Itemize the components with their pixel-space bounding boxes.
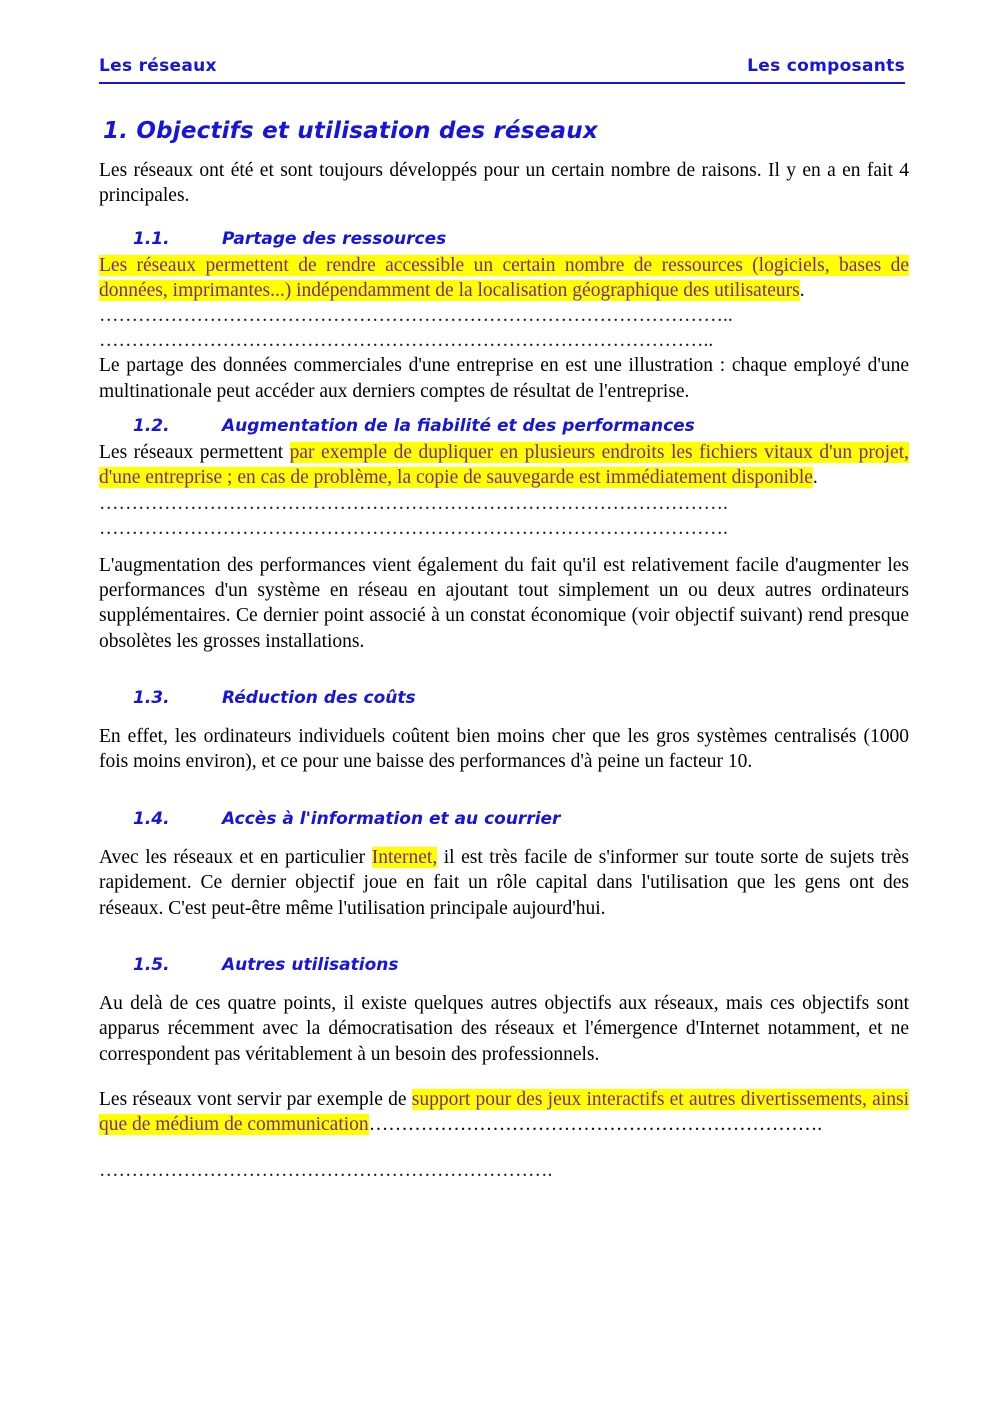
dotted-leader-line: ………………………………………………………………………………….. (99, 330, 714, 352)
subsection-title: Accès à l'information et au courrier (222, 808, 561, 829)
document-body (99, 118, 909, 1183)
subsection-heading-1-3 (99, 688, 909, 708)
highlight-tail-period: . (812, 467, 818, 489)
final-dotted-leader-line: ……………………………………………………………. (99, 1159, 553, 1181)
paragraph-1-2-after: L'augmentation des performances vient également du fait qu'il est relativement facile d'augmenter les performances d'un système en réseau en ajoutant tout simplement un ou deux autres ordinateurs supplémentaires. Ce dernier point associé à un constat économique (voir objectif suivant) rend presque obsolètes les grosses installations. (99, 554, 909, 652)
subsection-number: 1.3. (133, 688, 170, 709)
subsection-heading-1-4 (99, 809, 909, 829)
paragraph-1-4 (99, 845, 909, 921)
subsection-number: 1.2. (133, 416, 170, 437)
subsection-heading-1-5 (99, 955, 909, 975)
closing-paragraph (99, 1087, 909, 1138)
dotted-leader-line: ……………………………………………………………………………………. (99, 492, 728, 514)
subsection-heading-1-1 (99, 229, 909, 249)
lead-text: Avec les réseaux et en particulier (99, 846, 372, 868)
closing-dotted-leader: ……………………………………………………………. (368, 1114, 823, 1136)
header-left-title: Les réseaux (99, 56, 217, 76)
paragraph-1-1-after: Le partage des données commerciales d'une entreprise en est une illustration : chaque employé d'une multinationale peut accéder aux derniers comptes de résultat de l'entreprise. (99, 355, 909, 402)
paragraph-1-3: En effet, les ordinateurs individuels coûtent bien moins cher que les gros systèmes centralisés (1000 fois moins environ), et ce pour une baisse des performances d'à peine un facteur 10. (99, 726, 909, 773)
subsection-title: Augmentation de la fiabilité et des performances (222, 416, 695, 437)
header-right-title: Les composants (747, 56, 905, 76)
highlighted-text: Les réseaux permettent de rendre accessible un certain nombre de ressources (logiciels, bases de données, imprimantes...) indépendamment de la localisation géographique des utilisateurs (99, 254, 909, 302)
subsection-title: Partage des ressources (222, 228, 447, 249)
paragraph-1-5: Au delà de ces quatre points, il existe quelques autres objectifs aux réseaux, mais ces objectifs sont apparus récemment avec la démocratisation des réseaux et l'émergence d'Internet notamment, et ne correspondent pas véritablement à un besoin des professionnels. (99, 992, 909, 1065)
subsection-title: Réduction des coûts (222, 688, 416, 709)
paragraph-1-1-highlight (99, 253, 909, 304)
highlighted-text: support pour des jeux interactifs et autres divertissements, ainsi que de médium de communication (99, 1088, 909, 1136)
subsection-number: 1.5. (133, 954, 170, 975)
dotted-leader-line: ……………………………………………………………………………………. (99, 517, 728, 539)
highlight-tail-period: . (799, 280, 805, 302)
highlighted-text: Internet, (371, 846, 438, 868)
paragraph-1-2-highlight (99, 440, 909, 491)
document-header (99, 56, 905, 84)
subsection-number: 1.1. (133, 228, 170, 249)
lead-text: Les réseaux vont servir par exemple de (99, 1088, 412, 1110)
subsection-title: Autres utilisations (222, 954, 399, 975)
rest-text: il est très facile de s'informer sur toute sorte de sujets très rapidement. Ce dernier objectif joue en fait un rôle capital dans l'utilisation que les gens ont des réseaux. C'est peut-être même l'utilisation principale aujourd'hui. (99, 846, 909, 919)
dotted-leader-line: …………………………………………………………………………………….. (99, 305, 733, 327)
highlighted-text: par exemple de dupliquer en plusieurs endroits les fichiers vitaux d'un projet, d'une entreprise ; en cas de problème, la copie de sauvegarde est immédiatement disponible (99, 442, 909, 489)
subsection-number: 1.4. (133, 808, 170, 829)
lead-text: Les réseaux permettent (99, 442, 290, 464)
subsection-heading-1-2 (99, 416, 909, 436)
intro-paragraph: Les réseaux ont été et sont toujours développés pour un certain nombre de raisons. Il y en a en fait 4 principales. (99, 160, 909, 207)
page-title: 1. Objectifs et utilisation des réseaux (103, 118, 598, 144)
